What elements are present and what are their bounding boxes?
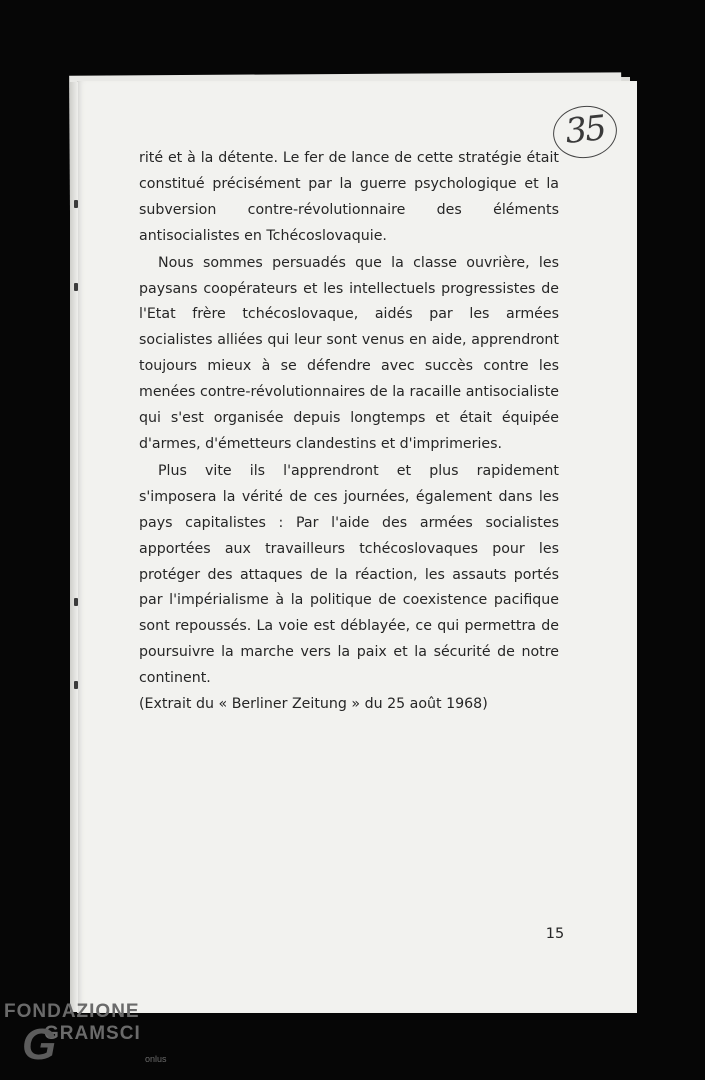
paragraph-1: rité et à la détente. Le fer de lance de cette stratégie était constitué précisément par la guerre psychologique et la subversion contre-révolutionnaire des éléments antisocialistes en Tchécoslovaquie. — [139, 150, 559, 244]
page-binding — [70, 82, 78, 1012]
page-number: 15 — [545, 926, 565, 942]
watermark-line-2: GRAMSCI — [44, 1023, 141, 1044]
watermark-line-1: FONDAZIONE — [4, 1001, 140, 1022]
source-attribution: (Extrait du « Berliner Zeitung » du 25 août 1968) — [139, 696, 488, 713]
staple-mark — [74, 598, 78, 606]
staple-mark — [74, 283, 78, 291]
staple-mark — [74, 200, 78, 208]
staple-mark — [74, 681, 78, 689]
watermark-g-glyph: G — [22, 1020, 57, 1069]
paragraph-2: Nous sommes persuadés que la classe ouvrière, les paysans coopérateurs et les intellectuels progressistes de l'Etat frère tchécoslovaque, aidés par les armées socialistes alliées qui leur sont venus en aide, apprendront toujours mieux à se défendre avec succès contre les menées contre-révolutionnaires de la racaille antisocialiste qui s'est organisée depuis longtemps et était équipée d'armes, d'émetteurs clandestins et d'imprimeries. — [139, 254, 559, 452]
paragraph-3: Plus vite ils l'apprendront et plus rapidement s'imposera la vérité de ces journées, également dans les pays capitalistes : Par l'aide des armées socialistes apportées aux travailleurs tchécoslovaques pour les protéger des attaques de la réaction, les assauts portés par l'impérialisme à la politique de coexistence pacifique sont repoussés. La voie est déblayée, ce qui permettra de poursuivre la marche vers la paix et la sécurité de notre continent. — [139, 462, 559, 687]
handwritten-folio-number: 35 — [563, 108, 607, 152]
watermark-suffix: onlus — [145, 1054, 167, 1064]
body-text — [139, 146, 559, 718]
